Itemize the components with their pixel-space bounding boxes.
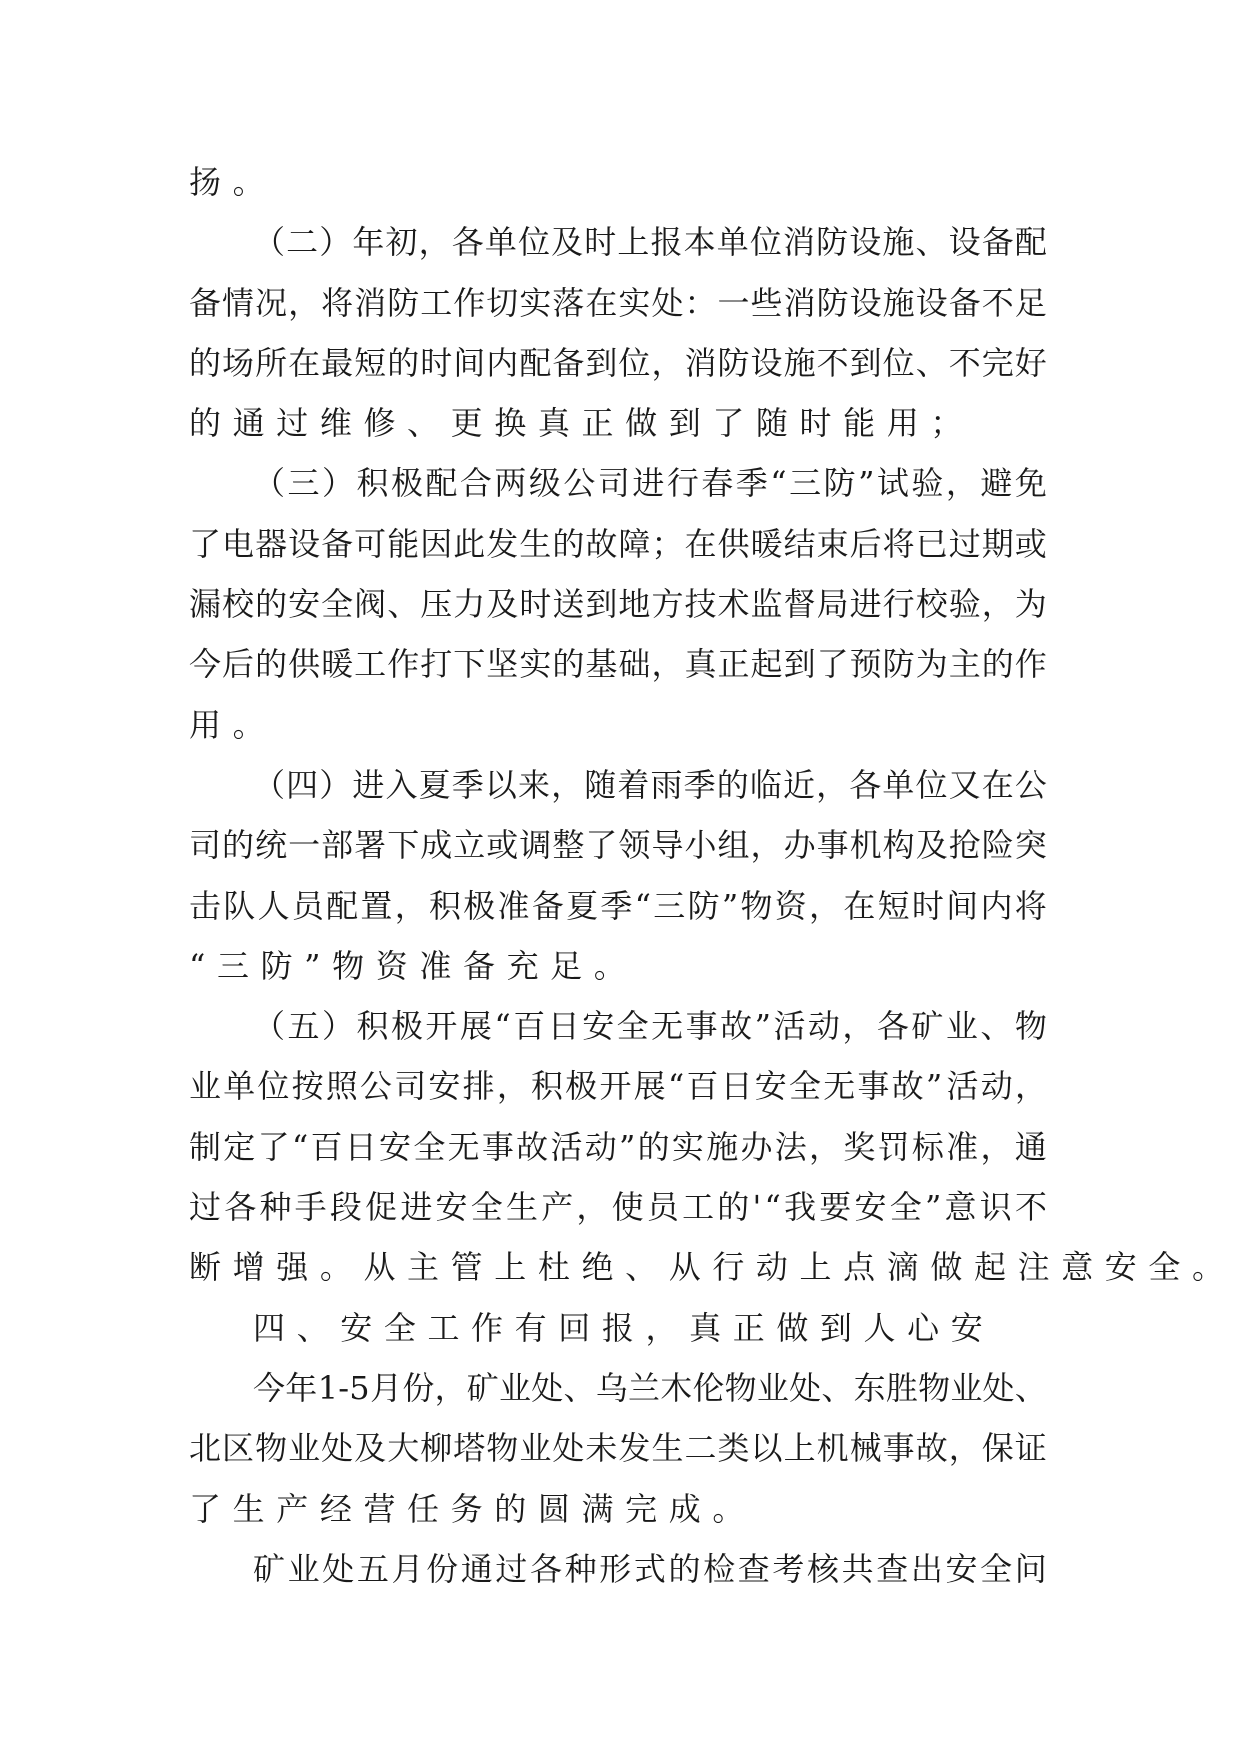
text-line: 北 区 物 业 处 及 大 柳 塔 物 业 处 未 发 生 二 类 以 上 机 械 事 故 ， 保 证	[189, 1429, 1047, 1468]
text-line: 今 年 1 - 5 月 份 ， 矿 业 处 、 乌 兰 木 伦 物 业 处 、 东 胜 物 业 处 、	[253, 1368, 1047, 1407]
text-line: 司 的 统 一 部 署 下 成 立 或 调 整 了 领 导 小 组 ， 办 事 机 构 及 抢 险 突	[189, 826, 1047, 865]
text-line: 扬 。	[189, 163, 265, 201]
text-line: （ 二 ） 年 初 ， 各 单 位 及 时 上 报 本 单 位 消 防 设 施 、 设 备 配	[253, 223, 1047, 262]
text-line: （ 五 ） 积 极 开 展 “ 百 日 安 全 无 事 故 ” 活 动 ， 各 矿 业 、 物	[253, 1007, 1047, 1046]
text-line: 的 场 所 在 最 短 的 时 间 内 配 备 到 位 ， 消 防 设 施 不 到 位 、 不 完 好	[189, 343, 1047, 382]
text-line: 过 各 种 手 段 促 进 安 全 生 产 ， 使 员 工 的 ' “ 我 要 安 全 ” 意 识 不	[189, 1188, 1047, 1227]
text-line: 制 定 了 “ 百 日 安 全 无 事 故 活 动 ” 的 实 施 办 法 ， 奖 罚 标 准 ， 通	[189, 1127, 1047, 1166]
text-line: 了 电 器 设 备 可 能 因 此 发 生 的 故 障 ； 在 供 暖 结 束 后 将 已 过 期 或	[189, 524, 1047, 563]
text-line: （ 四 ） 进 入 夏 季 以 来 ， 随 着 雨 季 的 临 近 ， 各 单 位 又 在 公	[253, 765, 1047, 804]
text-line: （ 三 ） 积 极 配 合 两 级 公 司 进 行 春 季 “ 三 防 ” 试 验 ， 避 免	[253, 464, 1047, 503]
text-line: 击 队 人 员 配 置 ， 积 极 准 备 夏 季 “ 三 防 ” 物 资 ， 在 短 时 间 内 将	[189, 886, 1047, 925]
text-line: 了 生 产 经 营 任 务 的 圆 满 完 成 。	[189, 1489, 745, 1528]
text-line: 漏 校 的 安 全 阀 、 压 力 及 时 送 到 地 方 技 术 监 督 局 进 行 校 验 ， 为	[189, 585, 1047, 624]
text-line: 备 情 况 ， 将 消 防 工 作 切 实 落 在 实 处 ： 一 些 消 防 设 施 设 备 不 足	[189, 283, 1047, 322]
text-line: “ 三 防 ” 物 资 准 备 充 足 。	[189, 946, 626, 985]
text-line: 业 单 位 按 照 公 司 安 排 ， 积 极 开 展 “ 百 日 安 全 无 事 故 ” 活 动 ，	[189, 1067, 1047, 1106]
text-line: 用 。	[189, 705, 265, 744]
text-line: 断 增 强 。 从 主 管 上 杜 绝 、 从 行 动 上 点 滴 做 起 注 意 安 全 。	[189, 1248, 1225, 1287]
text-line: 矿 业 处 五 月 份 通 过 各 种 形 式 的 检 查 考 核 共 查 出 安 全 问	[253, 1549, 1047, 1588]
text-line: 今 后 的 供 暖 工 作 打 下 坚 实 的 基 础 ， 真 正 起 到 了 预 防 为 主 的 作	[189, 645, 1047, 684]
text-line: 四 、 安 全 工 作 有 回 报 ， 真 正 做 到 人 心 安	[253, 1308, 983, 1347]
body-text	[189, 152, 1225, 1599]
text-line: 的 通 过 维 修 、 更 换 真 正 做 到 了 随 时 能 用 ；	[189, 404, 963, 443]
